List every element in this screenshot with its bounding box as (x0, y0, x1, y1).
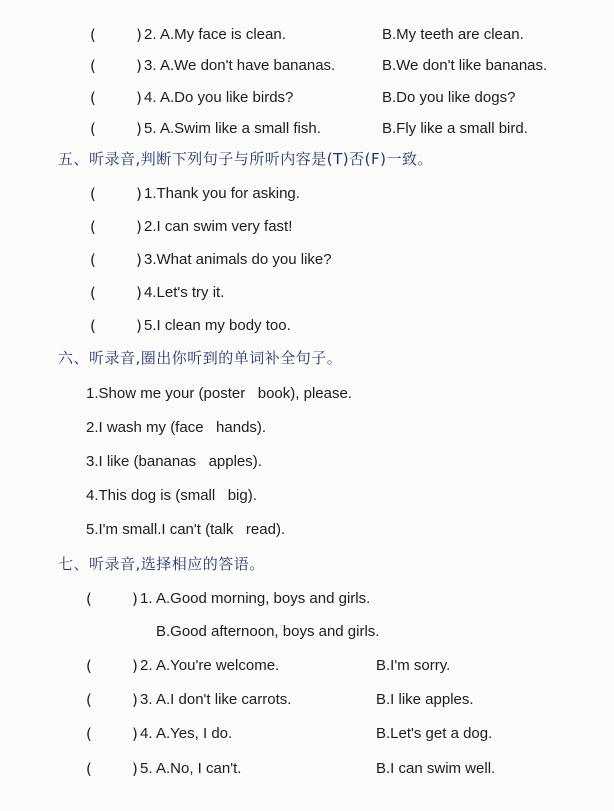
item-number: 5. (144, 120, 157, 137)
item-number: 4. (144, 89, 157, 106)
option-b: B.I'm sorry. (376, 657, 451, 674)
answer-paren-close: ) (136, 317, 142, 335)
option-a: A.Good morning, boys and girls. (156, 590, 371, 607)
s7-item-2 (0, 653, 614, 679)
fill-in-sentence[interactable]: 3.I like (bananas apples). (86, 453, 262, 470)
section-5-heading: 五、听录音,判断下列句子与所听内容是(T)否(F)一致。 (58, 150, 433, 168)
s4-item-4 (0, 85, 614, 111)
option-a: A.My face is clean. (160, 26, 286, 43)
answer-paren-close: ) (132, 760, 138, 778)
s4-item-5 (0, 116, 614, 142)
answer-paren-close: ) (132, 590, 138, 608)
statement-text: 4.Let's try it. (144, 284, 225, 301)
answer-paren-open[interactable]: ( (86, 657, 92, 675)
option-b: B.Do you like dogs? (382, 89, 516, 106)
s6-item-3 (0, 449, 614, 475)
answer-paren-open[interactable]: ( (90, 185, 96, 203)
section-7-heading: 七、听录音,选择相应的答语。 (58, 555, 265, 573)
option-a: A.No, I can't. (156, 760, 242, 777)
s5-item-1 (0, 181, 614, 207)
answer-paren-close: ) (132, 725, 138, 743)
option-b: B.Let's get a dog. (376, 725, 493, 742)
s7-item-1 (0, 586, 614, 612)
answer-paren-close: ) (136, 57, 142, 75)
option-b: B.Fly like a small bird. (382, 120, 528, 137)
statement-text: 2.I can swim very fast! (144, 218, 293, 235)
option-b: B.I like apples. (376, 691, 474, 708)
s6-item-5 (0, 517, 614, 543)
answer-paren-open[interactable]: ( (90, 120, 96, 138)
answer-paren-close: ) (136, 89, 142, 107)
option-b: B.Good afternoon, boys and girls. (156, 623, 380, 640)
statement-text: 1.Thank you for asking. (144, 185, 300, 202)
item-number: 2. (144, 26, 157, 43)
s7-item-5 (0, 756, 614, 782)
s5-item-2 (0, 214, 614, 240)
s5-item-4 (0, 280, 614, 306)
s5-item-3 (0, 247, 614, 273)
answer-paren-close: ) (136, 251, 142, 269)
answer-paren-close: ) (136, 26, 142, 44)
fill-in-sentence[interactable]: 2.I wash my (face hands). (86, 419, 267, 436)
fill-in-sentence[interactable]: 1.Show me your (poster book), please. (86, 385, 352, 402)
answer-paren-open[interactable]: ( (86, 691, 92, 709)
s6-item-2 (0, 415, 614, 441)
answer-paren-open[interactable]: ( (90, 317, 96, 335)
option-a: A.I don't like carrots. (156, 691, 292, 708)
item-number: 3. (144, 57, 157, 74)
item-number: 5. (140, 760, 153, 777)
item-number: 1. (140, 590, 153, 607)
s7-item-1-b (0, 619, 614, 645)
s7-item-3 (0, 687, 614, 713)
item-number: 2. (140, 657, 153, 674)
item-number: 3. (140, 691, 153, 708)
s4-item-2 (0, 22, 614, 48)
s6-item-1 (0, 381, 614, 407)
answer-paren-close: ) (136, 185, 142, 203)
s7-item-4 (0, 721, 614, 747)
answer-paren-open[interactable]: ( (90, 218, 96, 236)
fill-in-sentence[interactable]: 4.This dog is (small big). (86, 487, 257, 504)
s4-item-3 (0, 53, 614, 79)
section-6-heading: 六、听录音,圈出你听到的单词补全句子。 (58, 349, 343, 367)
answer-paren-close: ) (132, 657, 138, 675)
answer-paren-close: ) (136, 218, 142, 236)
answer-paren-open[interactable]: ( (90, 57, 96, 75)
answer-paren-open[interactable]: ( (86, 760, 92, 778)
statement-text: 5.I clean my body too. (144, 317, 291, 334)
answer-paren-close: ) (132, 691, 138, 709)
option-a: A.We don't have bananas. (160, 57, 336, 74)
option-a: A.Yes, I do. (156, 725, 233, 742)
answer-paren-open[interactable]: ( (86, 725, 92, 743)
answer-paren-open[interactable]: ( (90, 89, 96, 107)
answer-paren-open[interactable]: ( (90, 26, 96, 44)
statement-text: 3.What animals do you like? (144, 251, 332, 268)
option-a: A.You're welcome. (156, 657, 280, 674)
option-b: B.I can swim well. (376, 760, 496, 777)
answer-paren-open[interactable]: ( (90, 251, 96, 269)
answer-paren-close: ) (136, 120, 142, 138)
answer-paren-open[interactable]: ( (86, 590, 92, 608)
option-a: A.Swim like a small fish. (160, 120, 321, 137)
item-number: 4. (140, 725, 153, 742)
option-a: A.Do you like birds? (160, 89, 294, 106)
answer-paren-close: ) (136, 284, 142, 302)
fill-in-sentence[interactable]: 5.I'm small.I can't (talk read). (86, 521, 286, 538)
answer-paren-open[interactable]: ( (90, 284, 96, 302)
option-b: B.My teeth are clean. (382, 26, 524, 43)
s6-item-4 (0, 483, 614, 509)
s5-item-5 (0, 313, 614, 339)
option-b: B.We don't like bananas. (382, 57, 548, 74)
